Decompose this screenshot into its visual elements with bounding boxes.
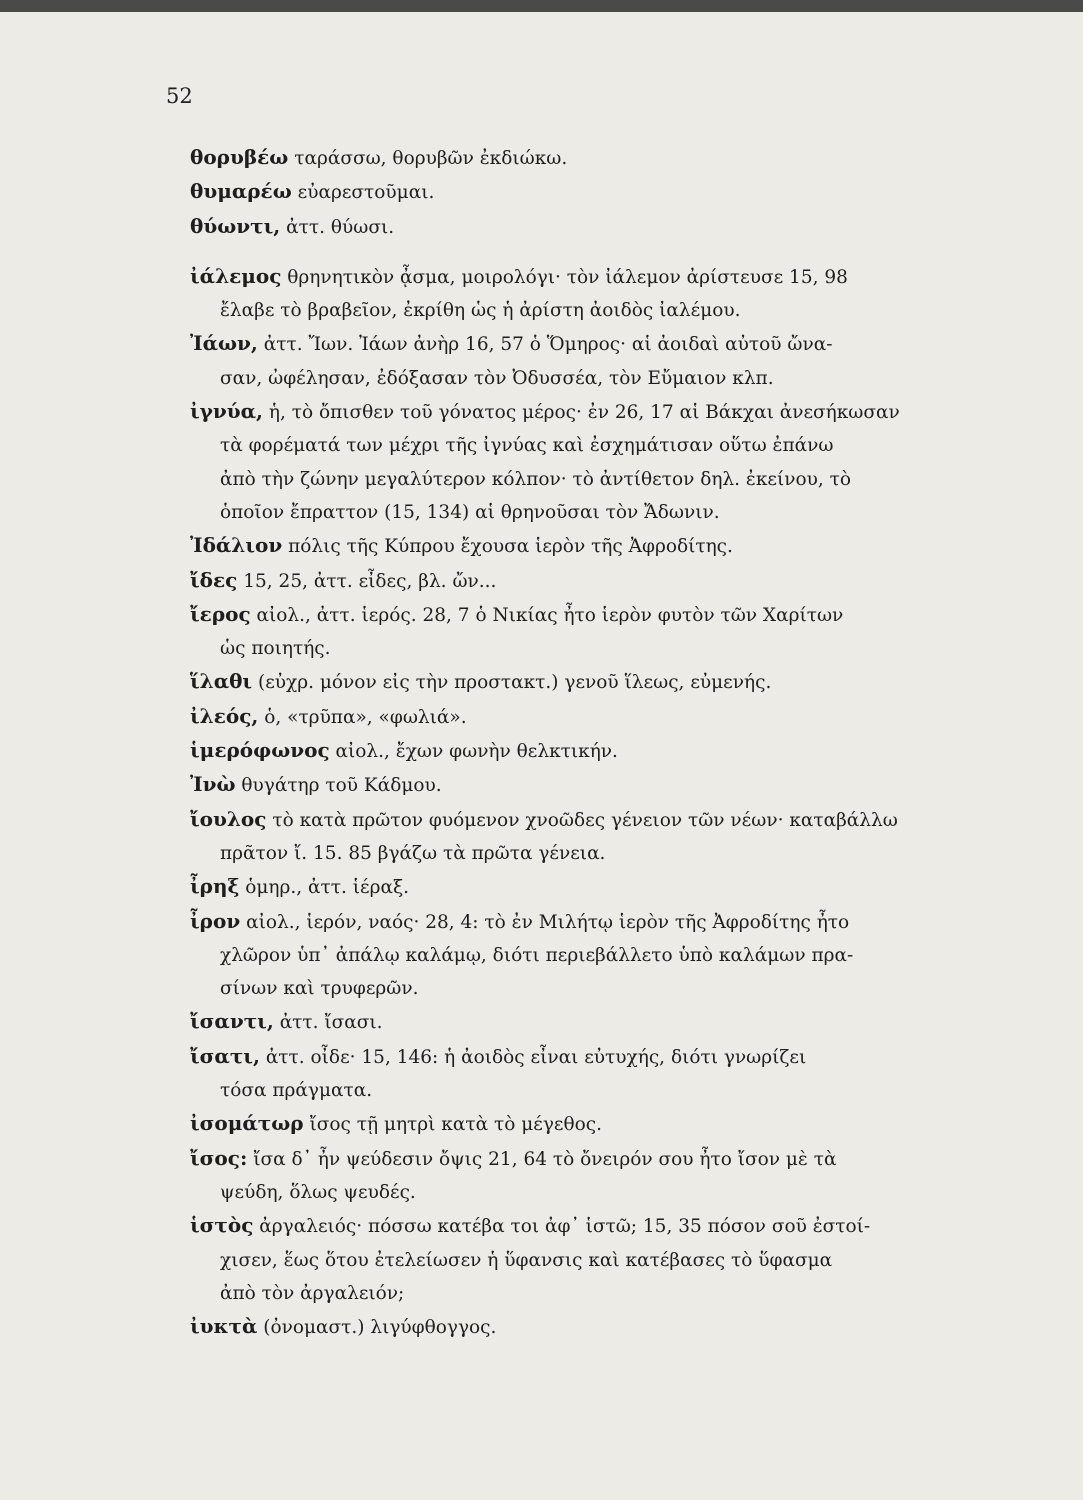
entry-lemma: ἴσαντι,: [190, 1009, 274, 1034]
entry-text-line: χλῶρον ὑπ᾽ ἀπάλῳ καλάμῳ, διότι περιεβάλλετο ὑπὸ καλάμων πρα-: [220, 944, 854, 966]
dictionary-entry: [190, 210, 1010, 244]
dictionary-entry: [190, 734, 1010, 768]
dictionary-entry: [190, 870, 1010, 904]
entry-text-line: ὡς ποιητής.: [220, 638, 331, 660]
dictionary-entry: [190, 1107, 1010, 1141]
dictionary-entry: [190, 141, 1010, 175]
dictionary-entry: [190, 175, 1010, 209]
entry-lemma: ἴσατι,: [190, 1043, 260, 1068]
entry-text-line: ἴσα δ᾽ ἦν ψεύδεσιν ὄψις 21, 64 τὸ ὄνειρόν σου ἦτο ἴσον μὲ τὰ: [253, 1148, 837, 1170]
entry-text-line: ἀργαλειός· πόσσω κατέβα τοι ἀφ᾽ ἱστῶ; 15, 35 πόσον σοῦ ἐστοί-: [259, 1216, 871, 1238]
entry-text-line: αἰολ., ἔχων φωνὴν θελκτικήν.: [335, 741, 618, 763]
entry-lemma: ἶρηξ: [190, 874, 240, 899]
top-scan-edge: [0, 0, 1083, 12]
entry-lemma: ἴερος: [190, 601, 251, 626]
entry-lemma: ἰγνύα,: [190, 399, 263, 424]
entry-text-line: πόλις τῆς Κύπρου ἔχουσα ἱερὸν τῆς Ἀφροδίτης.: [288, 536, 733, 558]
entry-text-line: ἀττ. θύωσι.: [286, 216, 395, 238]
entry-lemma: ἰάλεμος: [190, 263, 282, 288]
entry-text-line: ἀττ. ἴσασι.: [279, 1012, 383, 1034]
entry-text-line: ἀπὸ τὸν ἀργαλειόν;: [220, 1282, 405, 1304]
dictionary-entry: [190, 260, 1010, 328]
entry-text-line: αἰολ., ἱερόν, ναός· 28, 4: τὸ ἐν Μιλήτῳ ἱερὸν τῆς Ἀφροδίτης ἦτο: [246, 911, 850, 933]
entry-text-line: ὁμηρ., ἀττ. ἱέραξ.: [245, 877, 410, 899]
entry-text-line: πρᾶτον ἴ. 15. 85 βγάζω τὰ πρῶτα γένεια.: [220, 842, 606, 864]
dictionary-entry: [190, 700, 1010, 734]
entry-text-line: ἀττ. οἶδε· 15, 146: ἡ ἀοιδὸς εἶναι εὐτυχής, διότι γνωρίζει: [265, 1046, 807, 1068]
entry-lemma: ἶρον: [190, 908, 241, 933]
dictionary-entry: [190, 803, 1010, 871]
entry-text-line: ὁ, «τρῦπα», «φωλιά».: [264, 706, 467, 728]
entry-text-line: σαν, ὠφέλησαν, ἐδόξασαν τὸν Ὀδυσσέα, τὸν Εὔμαιον κλπ.: [220, 367, 774, 389]
page-number: 52: [166, 84, 193, 108]
entry-text-line: ταράσσω, θορυβῶν ἐκδιώκω.: [294, 148, 568, 169]
entry-lemma: Ἰάων,: [190, 331, 258, 356]
dictionary-entries: [190, 141, 1010, 1344]
entry-text-line: τὰ φορέματά των μέχρι τῆς ἰγνύας καὶ ἐσχημάτισαν οὕτω ἐπάνω: [220, 435, 834, 457]
entry-text-line: ἀττ. Ἴων. Ἰάων ἀνὴρ 16, 57 ὁ Ὅμηρος· αἱ ἀοιδαὶ αὐτοῦ ὤνα-: [263, 334, 833, 356]
dictionary-entry: [190, 564, 1010, 598]
dictionary-entry: [190, 665, 1010, 699]
entry-lemma: ἱμερόφωνος: [190, 738, 330, 763]
dictionary-entry: [190, 529, 1010, 563]
entry-text-line: σίνων καὶ τρυφερῶν.: [220, 978, 419, 1000]
entry-text-line: τὸ κατὰ πρῶτον φυόμενον χνοῶδες γένειον τῶν νέων· καταβάλλω: [272, 809, 898, 831]
entry-text-line: ἴσος τῇ μητρὶ κατὰ τὸ μέγεθος.: [309, 1114, 602, 1136]
entry-text-line: 15, 25, ἀττ. εἶδες, βλ. ὤν...: [243, 570, 497, 592]
entry-lemma: ἴσος:: [190, 1145, 248, 1170]
entry-text-line: ἀπὸ τὴν ζώνην μεγαλύτερον κόλπον· τὸ ἀντίθετον δηλ. ἐκείνου, τὸ: [220, 468, 852, 490]
entry-text-line: θρηνητικὸν ᾆσμα, μοιρολόγι· τὸν ἰάλεμον ἀρίστευσε 15, 98: [287, 266, 848, 288]
entry-lemma: Ἰνὼ: [190, 772, 236, 797]
entry-lemma: θύωντι,: [190, 213, 281, 238]
dictionary-entry: [190, 905, 1010, 1006]
entry-text-line: (εὐχρ. μόνον εἰς τὴν προστακτ.) γενοῦ ἵλεως, εὐμενής.: [258, 672, 772, 694]
entry-text-line: αἰολ., ἀττ. ἱερός. 28, 7 ὁ Νικίας ἦτο ἱερὸν φυτὸν τῶν Χαρίτων: [256, 604, 844, 626]
entry-lemma: ἱστὸς: [190, 1213, 254, 1238]
entry-text-line: ἡ, τὸ ὄπισθεν τοῦ γόνατος μέρος· ἐν 26, 17 αἱ Βάκχαι ἀνεσήκωσαν: [268, 402, 900, 424]
entry-lemma: ἵλαθι: [190, 669, 253, 694]
entry-lemma: Ἰδάλιον: [190, 533, 283, 558]
dictionary-entry: [190, 598, 1010, 666]
dictionary-entry: [190, 1040, 1010, 1108]
dictionary-entry: [190, 1142, 1010, 1210]
dictionary-entry: [190, 768, 1010, 802]
entry-lemma: ἴουλος: [190, 806, 267, 831]
entry-lemma: ἰυκτὰ: [190, 1314, 258, 1339]
entry-text-line: (ὀνομαστ.) λιγύφθογγος.: [263, 1317, 497, 1339]
entry-text-line: τόσα πράγματα.: [220, 1080, 373, 1102]
entry-lemma: ἰλεός,: [190, 703, 259, 728]
entry-lemma: ἰσομάτωρ: [190, 1111, 304, 1136]
dictionary-entry: [190, 1310, 1010, 1344]
entry-lemma: θορυβέω: [190, 145, 289, 169]
entry-text-line: θυγάτηρ τοῦ Κάδμου.: [241, 775, 442, 797]
entry-lemma: ἴδες: [190, 567, 238, 592]
dictionary-entry: [190, 327, 1010, 395]
entry-text-line: ἔλαβε τὸ βραβεῖον, ἐκρίθη ὡς ἡ ἀρίστη ἀοιδὸς ἰαλέμου.: [220, 300, 741, 322]
dictionary-entry: [190, 1209, 1010, 1310]
entry-text-line: ψεύδη, ὅλως ψευδές.: [220, 1181, 416, 1203]
entry-text-line: χισεν, ἕως ὅτου ἐτελείωσεν ἡ ὕφανσις καὶ κατέβασες τὸ ὕφασμα: [220, 1249, 833, 1271]
entry-text-line: εὐαρεστοῦμαι.: [297, 182, 435, 204]
dictionary-entry: [190, 1005, 1010, 1039]
entry-lemma: θυμαρέω: [190, 179, 292, 204]
dictionary-entry: [190, 395, 1010, 529]
entry-text-line: ὁποῖον ἔπραττον (15, 134) αἱ θρηνοῦσαι τὸν Ἄδωνιν.: [220, 501, 720, 523]
